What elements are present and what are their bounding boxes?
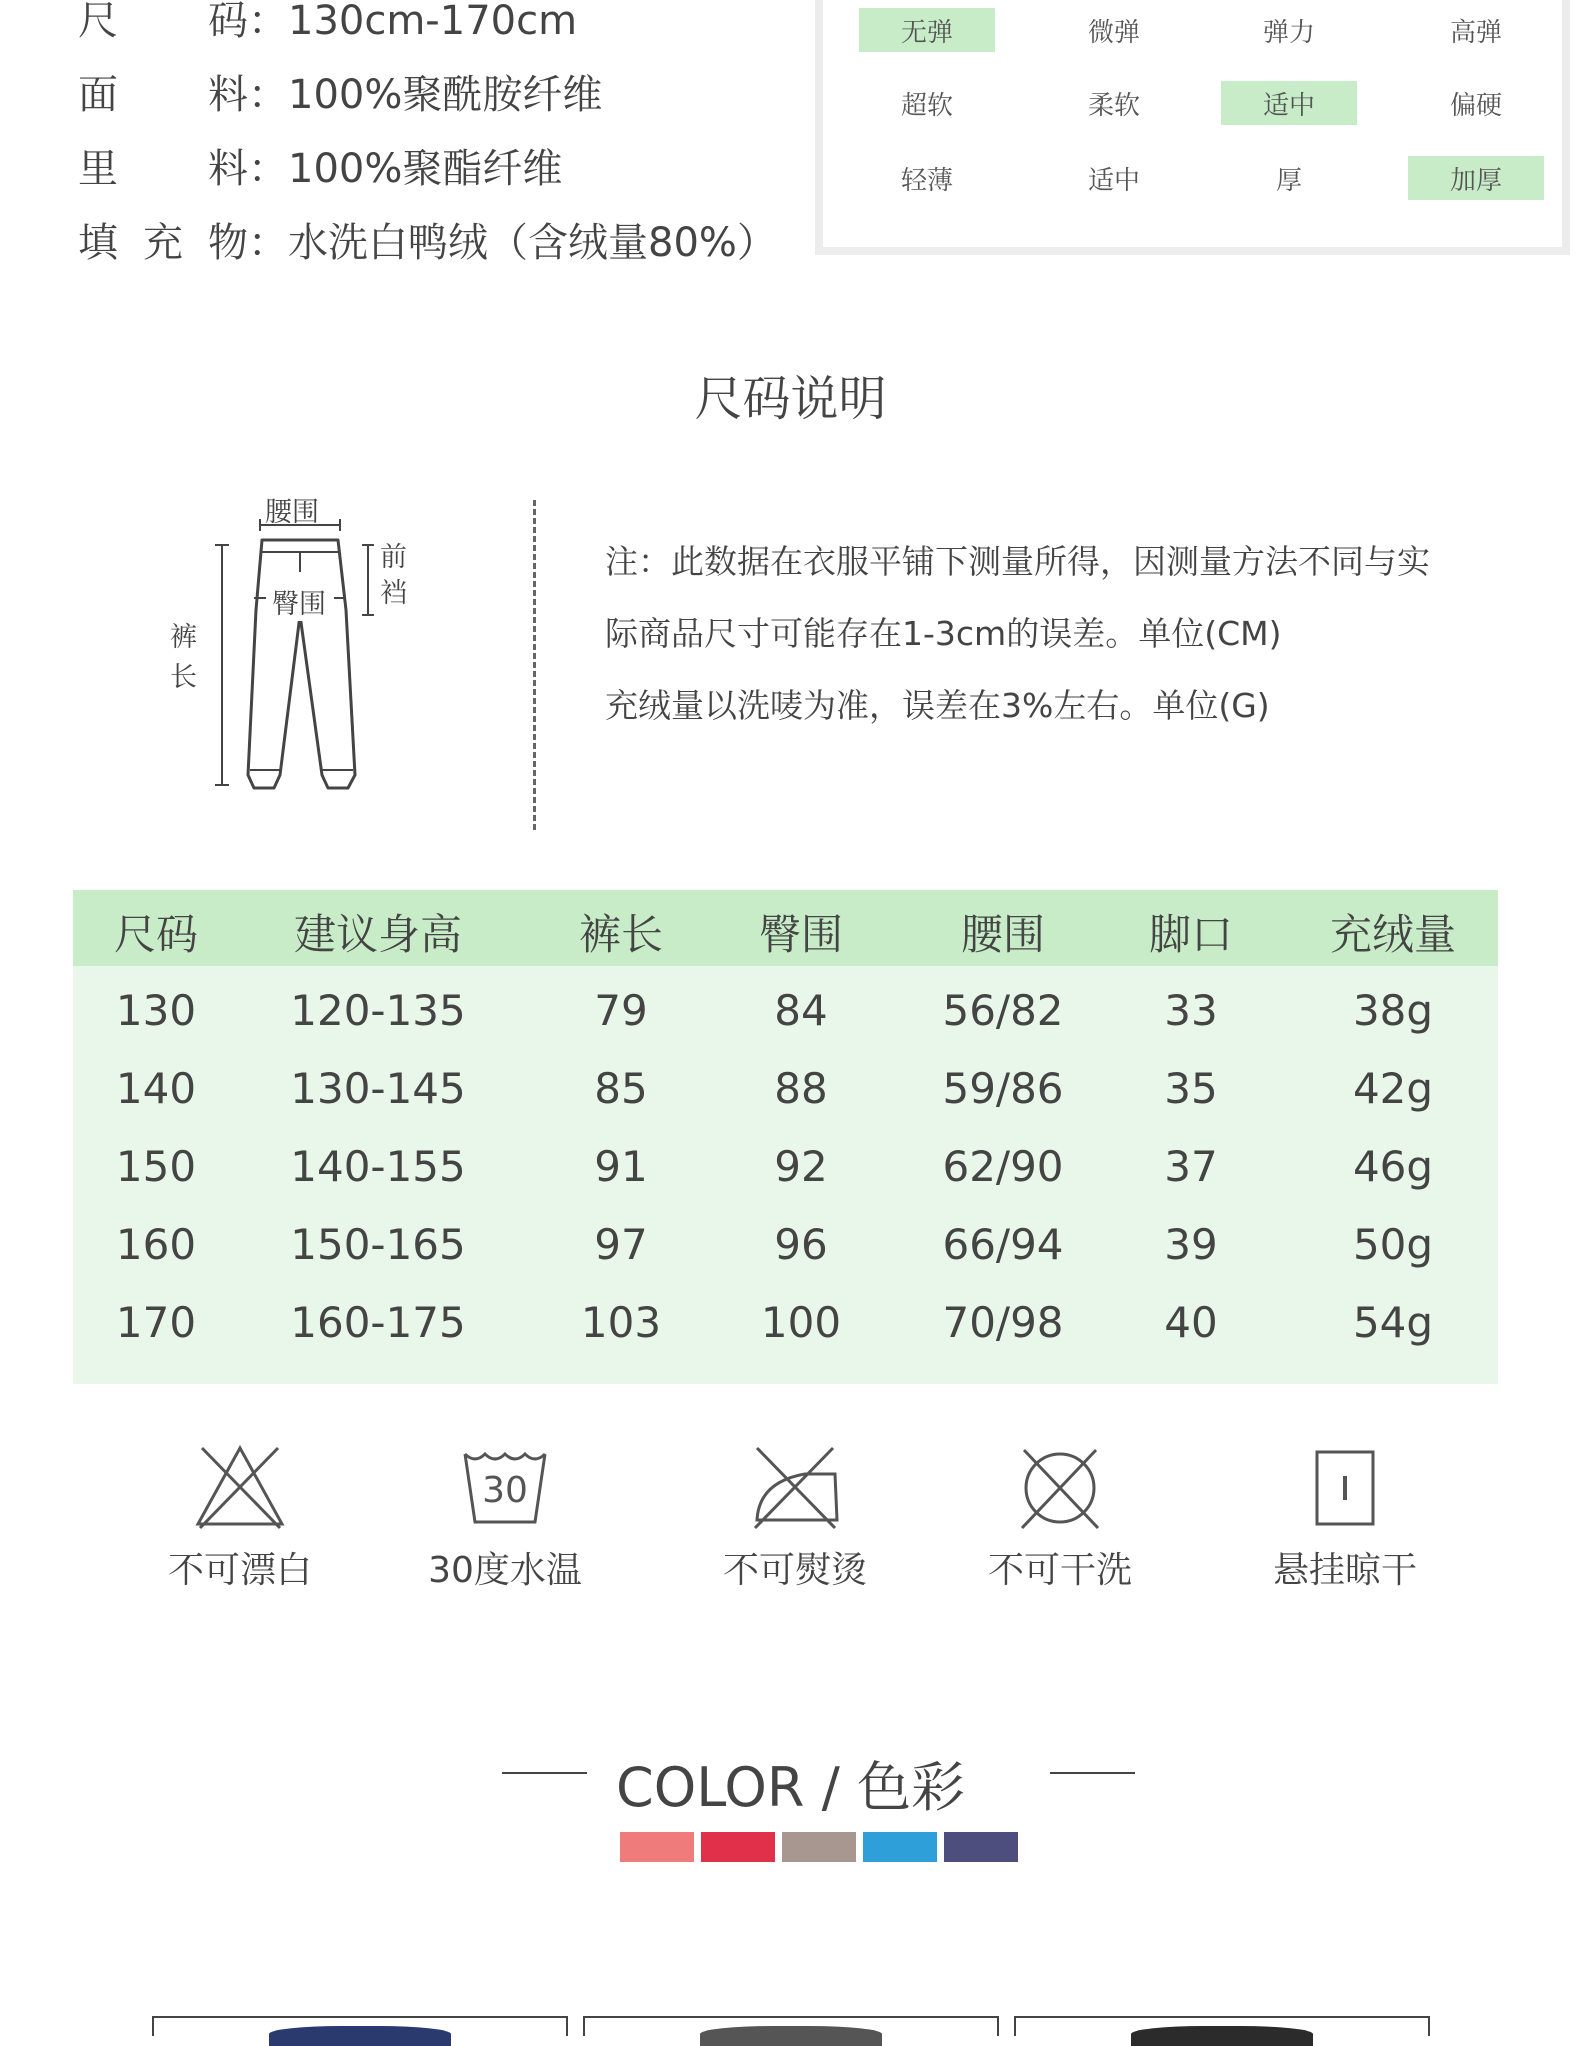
color-swatch[interactable] bbox=[782, 1832, 856, 1862]
table-cell: 38g bbox=[1352, 986, 1434, 1035]
spec-row: 里 料 ：100%聚酯纤维 bbox=[78, 146, 563, 192]
pants-diagram bbox=[170, 490, 450, 820]
table-cell: 103 bbox=[580, 1298, 662, 1347]
product-photo[interactable] bbox=[583, 2016, 999, 2036]
size-table bbox=[73, 890, 1498, 1384]
attribute-cell: 弹力 bbox=[1262, 17, 1315, 48]
attribute-cell: 适中 bbox=[1087, 165, 1140, 196]
table-cell: 50g bbox=[1352, 1220, 1434, 1269]
attribute-cell: 厚 bbox=[1275, 165, 1302, 196]
color-swatch[interactable] bbox=[944, 1832, 1018, 1862]
no-bleach-icon bbox=[130, 1442, 350, 1532]
attribute-cell: 微弹 bbox=[1087, 17, 1140, 48]
spec-row: 填 充 物 ：水洗白鸭绒（含绒量80%） bbox=[78, 220, 777, 266]
color-swatch[interactable] bbox=[863, 1832, 937, 1862]
product-thumbnail bbox=[700, 2026, 881, 2046]
no-dry-clean-icon bbox=[950, 1442, 1170, 1532]
color-title: COLOR / 色彩 bbox=[616, 1756, 965, 1819]
attribute-cell: 轻薄 bbox=[900, 165, 953, 196]
no-iron-icon bbox=[685, 1442, 905, 1532]
color-title-line-right bbox=[1050, 1772, 1135, 1774]
product-thumbnail bbox=[269, 2026, 450, 2046]
spec-label: 里 料 bbox=[78, 146, 248, 192]
table-cell: 84 bbox=[774, 986, 828, 1035]
spec-label: 面 料 bbox=[78, 72, 248, 118]
table-cell: 100 bbox=[760, 1298, 842, 1347]
attribute-cell-selected: 无弹 bbox=[859, 8, 995, 52]
table-row bbox=[73, 1064, 1498, 1124]
table-cell: 120-135 bbox=[290, 986, 466, 1035]
table-cell: 56/82 bbox=[942, 986, 1064, 1035]
table-cell: 33 bbox=[1164, 986, 1218, 1035]
table-cell: 91 bbox=[594, 1142, 648, 1191]
care-label: 不可干洗 bbox=[987, 1550, 1132, 1591]
care-item bbox=[1235, 1442, 1455, 1593]
table-header-cell: 建议身高 bbox=[293, 910, 463, 959]
table-cell: 140 bbox=[115, 1064, 197, 1113]
spec-value: 100%聚酰胺纤维 bbox=[288, 72, 603, 118]
table-cell: 37 bbox=[1164, 1142, 1218, 1191]
attribute-cell: 高弹 bbox=[1449, 17, 1502, 48]
table-cell: 150-165 bbox=[290, 1220, 466, 1269]
table-cell: 150 bbox=[115, 1142, 197, 1191]
table-cell: 42g bbox=[1352, 1064, 1434, 1113]
table-cell: 92 bbox=[774, 1142, 828, 1191]
table-header-cell: 腰围 bbox=[960, 910, 1046, 959]
table-cell: 97 bbox=[594, 1220, 648, 1269]
attribute-cell-selected: 加厚 bbox=[1408, 156, 1544, 200]
attribute-cell: 偏硬 bbox=[1449, 90, 1502, 121]
table-cell: 54g bbox=[1352, 1298, 1434, 1347]
spec-value: 水洗白鸭绒（含绒量80%） bbox=[288, 220, 777, 266]
table-row bbox=[73, 1220, 1498, 1280]
care-item bbox=[685, 1442, 905, 1593]
attribute-cell-selected: 适中 bbox=[1221, 81, 1357, 125]
table-header-cell: 尺码 bbox=[113, 910, 199, 959]
care-label: 30度水温 bbox=[428, 1550, 582, 1591]
color-swatch[interactable] bbox=[701, 1832, 775, 1862]
care-item bbox=[130, 1442, 350, 1593]
table-cell: 170 bbox=[115, 1298, 197, 1347]
table-cell: 70/98 bbox=[942, 1298, 1064, 1347]
product-thumbnail bbox=[1131, 2026, 1312, 2046]
table-row bbox=[73, 1142, 1498, 1202]
table-cell: 66/94 bbox=[942, 1220, 1064, 1269]
care-item bbox=[395, 1442, 615, 1593]
table-cell: 39 bbox=[1164, 1220, 1218, 1269]
attribute-cell: 柔软 bbox=[1087, 90, 1140, 121]
divider bbox=[533, 500, 536, 830]
spec-label: 尺 码 bbox=[78, 0, 248, 44]
table-cell: 40 bbox=[1164, 1298, 1218, 1347]
table-cell: 96 bbox=[774, 1220, 828, 1269]
care-label: 不可熨烫 bbox=[722, 1550, 867, 1591]
table-cell: 79 bbox=[594, 986, 648, 1035]
spec-label: 填 充 物 bbox=[78, 220, 248, 266]
wash-30-icon bbox=[395, 1442, 615, 1532]
product-photo[interactable] bbox=[1014, 2016, 1430, 2036]
attribute-cell: 超软 bbox=[900, 90, 953, 121]
table-cell: 160 bbox=[115, 1220, 197, 1269]
table-row bbox=[73, 986, 1498, 1046]
care-item bbox=[950, 1442, 1170, 1593]
attribute-grid bbox=[815, 0, 1570, 255]
note-line-3: 充绒量以洗唛为准，误差在3%左右。单位(G) bbox=[605, 686, 1270, 725]
table-cell: 88 bbox=[774, 1064, 828, 1113]
spec-value: 100%聚酯纤维 bbox=[288, 146, 563, 192]
table-header-cell: 臀围 bbox=[758, 910, 844, 959]
care-label: 悬挂晾干 bbox=[1272, 1550, 1417, 1591]
table-header bbox=[73, 890, 1498, 966]
hip-label: 臀围 bbox=[270, 582, 328, 621]
table-row bbox=[73, 1298, 1498, 1358]
line-dry-icon bbox=[1235, 1442, 1455, 1532]
table-cell: 130 bbox=[115, 986, 197, 1035]
table-header-cell: 充绒量 bbox=[1329, 910, 1457, 959]
pants-outline-icon bbox=[170, 490, 450, 820]
table-cell: 160-175 bbox=[290, 1298, 466, 1347]
table-cell: 85 bbox=[594, 1064, 648, 1113]
table-cell: 140-155 bbox=[290, 1142, 466, 1191]
front-rise-label: 前 裆 bbox=[380, 542, 407, 609]
svg-text:30: 30 bbox=[482, 1470, 528, 1511]
note-line-1: 注：此数据在衣服平铺下测量所得，因测量方法不同与实 bbox=[605, 542, 1430, 581]
care-label: 不可漂白 bbox=[167, 1550, 312, 1591]
section-title: 尺码说明 bbox=[694, 371, 887, 427]
table-cell: 35 bbox=[1164, 1064, 1218, 1113]
product-photo[interactable] bbox=[152, 2016, 568, 2036]
table-header-cell: 脚口 bbox=[1148, 910, 1234, 959]
table-cell: 62/90 bbox=[942, 1142, 1064, 1191]
table-cell: 46g bbox=[1352, 1142, 1434, 1191]
color-swatch[interactable] bbox=[620, 1832, 694, 1862]
table-cell: 130-145 bbox=[290, 1064, 466, 1113]
spec-value: 130cm-170cm bbox=[288, 0, 578, 44]
waist-label: 腰围 bbox=[265, 497, 319, 528]
note-line-2: 际商品尺寸可能存在1-3cm的误差。单位(CM) bbox=[605, 614, 1282, 653]
spec-row: 面 料 ：100%聚酰胺纤维 bbox=[78, 72, 603, 118]
table-cell: 59/86 bbox=[942, 1064, 1064, 1113]
table-header-cell: 裤长 bbox=[578, 910, 664, 959]
length-label: 裤 长 bbox=[170, 622, 197, 693]
spec-row: 尺 码 ：130cm-170cm bbox=[78, 0, 577, 46]
